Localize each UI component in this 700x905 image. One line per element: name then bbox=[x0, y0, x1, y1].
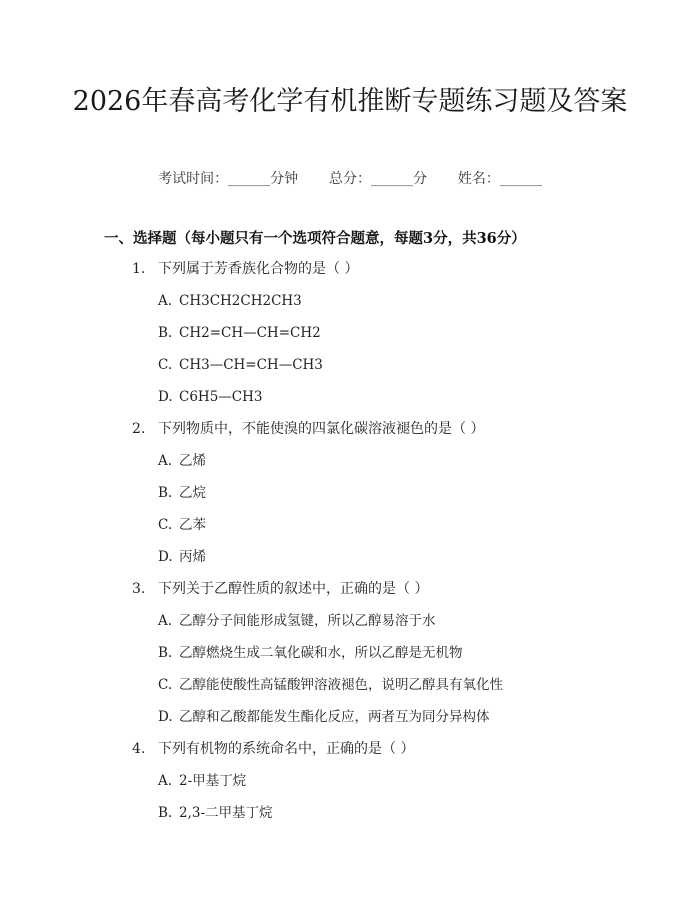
option-text: 乙烷 bbox=[179, 485, 206, 501]
question-number: 4. bbox=[132, 741, 146, 757]
question-4 bbox=[0, 739, 700, 835]
option-letter: D. bbox=[158, 549, 173, 565]
document-title: 2026年春高考化学有机推断专题练习题及答案 bbox=[72, 86, 628, 117]
option-b bbox=[0, 323, 700, 355]
option-letter: D. bbox=[158, 389, 173, 405]
section-heading: 一、选择题（每小题只有一个选项符合题意，每题3分，共36分） bbox=[104, 230, 526, 247]
option-text: 2-甲基丁烷 bbox=[179, 773, 247, 789]
question-1 bbox=[0, 259, 700, 419]
option-letter: B. bbox=[158, 325, 173, 341]
option-letter: A. bbox=[158, 453, 173, 469]
option-text: C6H5—CH3 bbox=[179, 389, 263, 405]
option-text: 乙醇能使酸性高锰酸钾溶液褪色，说明乙醇具有氧化性 bbox=[179, 677, 503, 693]
option-letter: B. bbox=[158, 485, 173, 501]
question-text: 下列有机物的系统命名中，正确的是（ ） bbox=[158, 741, 415, 757]
option-text: 2,3-二甲基丁烷 bbox=[179, 805, 273, 821]
question-text: 下列关于乙醇性质的叙述中，正确的是（ ） bbox=[158, 581, 429, 597]
total-score-field: 总分：______分 bbox=[329, 171, 427, 187]
option-text: 乙醇分子间能形成氢键，所以乙醇易溶于水 bbox=[179, 613, 436, 629]
option-letter: B. bbox=[158, 805, 173, 821]
option-letter: C. bbox=[158, 357, 173, 373]
option-text: 丙烯 bbox=[179, 549, 206, 565]
option-text: 乙烯 bbox=[179, 453, 206, 469]
exam-time-field: 考试时间：______分钟 bbox=[158, 171, 299, 187]
option-letter: D. bbox=[158, 709, 173, 725]
option-d bbox=[0, 547, 700, 579]
option-b bbox=[0, 483, 700, 515]
option-text: CH3CH2CH2CH3 bbox=[179, 293, 302, 309]
option-letter: C. bbox=[158, 517, 173, 533]
option-text: 乙醇和乙酸都能发生酯化反应，两者互为同分异构体 bbox=[179, 709, 490, 725]
name-field: 姓名：______ bbox=[457, 171, 542, 187]
option-c bbox=[0, 675, 700, 707]
option-a bbox=[0, 451, 700, 483]
option-a bbox=[0, 611, 700, 643]
option-letter: A. bbox=[158, 613, 173, 629]
option-b bbox=[0, 803, 700, 835]
option-a bbox=[0, 291, 700, 323]
question-3 bbox=[0, 579, 700, 739]
option-text: CH2=CH—CH=CH2 bbox=[179, 325, 321, 341]
question-text: 下列属于芳香族化合物的是（ ） bbox=[158, 261, 359, 277]
option-d bbox=[0, 707, 700, 739]
option-b bbox=[0, 643, 700, 675]
option-text: CH3—CH=CH—CH3 bbox=[179, 357, 323, 373]
option-letter: C. bbox=[158, 677, 173, 693]
question-list bbox=[0, 259, 700, 835]
question-number: 1. bbox=[132, 261, 146, 277]
question-number: 3. bbox=[132, 581, 146, 597]
question-number: 2. bbox=[132, 421, 146, 437]
option-letter: A. bbox=[158, 293, 173, 309]
option-letter: A. bbox=[158, 773, 173, 789]
question-text: 下列物质中，不能使溴的四氯化碳溶液褪色的是（ ） bbox=[158, 421, 485, 437]
option-c bbox=[0, 515, 700, 547]
question-2 bbox=[0, 419, 700, 579]
option-d bbox=[0, 387, 700, 419]
option-a bbox=[0, 771, 700, 803]
option-letter: B. bbox=[158, 645, 173, 661]
option-c bbox=[0, 355, 700, 387]
option-text: 乙醇燃烧生成二氧化碳和水，所以乙醇是无机物 bbox=[179, 645, 463, 661]
exam-meta bbox=[0, 169, 700, 189]
option-text: 乙苯 bbox=[179, 517, 206, 533]
